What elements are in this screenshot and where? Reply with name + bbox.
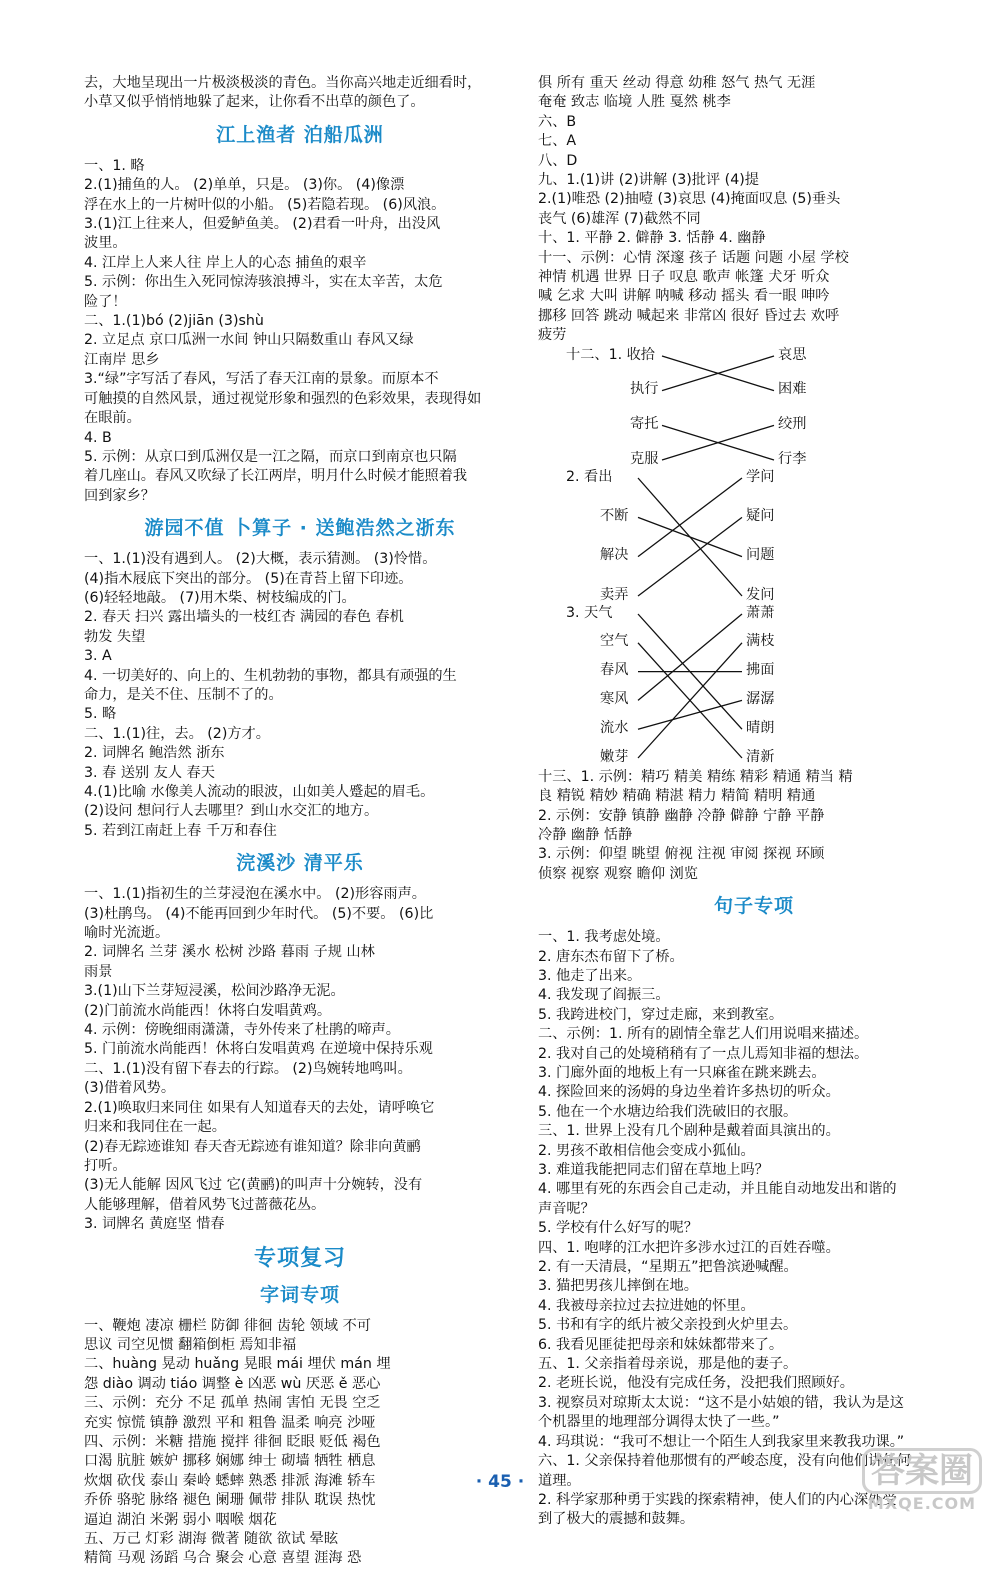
match-left-item: 解决: [600, 547, 629, 564]
match-connector: [638, 614, 742, 700]
match-right-item: 拂面: [746, 662, 775, 679]
answer-line: 口渴 肮脏 嫉妒 挪移 娴娜 绅士 砌墙 牺牲 栖息: [84, 1453, 376, 1470]
matching-lines: [538, 470, 970, 604]
answer-line: 炊烟 砍伐 泰山 秦岭 蟋蟀 熟悉 排派 海滩 轿车: [84, 1472, 376, 1489]
matching-lines: [538, 348, 970, 468]
match-left-item: 十二、1. 收拾: [566, 346, 655, 363]
section-heading: 游园不值 卜算子 · 送鲍浩然之浙东: [144, 517, 456, 540]
answer-line: 三、1. 世界上没有几个剧种是戴着面具演出的。: [538, 1123, 840, 1140]
section-heading: 句子专项: [713, 895, 794, 918]
answer-line: 5. 他在一个水塘边给我们洗破旧的衣服。: [538, 1103, 798, 1120]
match-left-item: 不断: [600, 508, 629, 525]
match-left-item: 空气: [600, 633, 629, 650]
answer-line: 波里。: [84, 235, 127, 252]
answer-line: 2. 男孩不敢相信他会变成小狐仙。: [538, 1142, 755, 1159]
watermark-url: MXQE.COM: [867, 1494, 977, 1513]
answer-line: 4. 我发现了阎振三。: [538, 987, 670, 1004]
answer-line: 3.“绿”字写活了春风，写活了春天江南的景象。而原本不: [84, 371, 439, 388]
answer-line: 5. 示例：你出生入死同惊涛骇浪搏斗，实在太辛苦，太危: [84, 274, 443, 291]
answer-line: 怨 diào 调动 tiáo 调整 è 凶恶 wù 厌恶 ě 恶心: [84, 1375, 381, 1392]
answer-line: 到了极大的震撼和鼓舞。: [538, 1511, 695, 1528]
match-right-item: 满枝: [746, 633, 775, 650]
answer-line: 4. 探险回来的汤姆的身边坐着许多热切的听众。: [538, 1084, 840, 1101]
answer-line: 4. B: [84, 429, 112, 446]
match-right-item: 哀思: [778, 346, 807, 363]
match-left-item: 寄托: [630, 416, 659, 433]
answer-line: 2. 春天 扫兴 露出墙头的一枝红杏 满园的春色 春机: [84, 609, 404, 626]
answer-line: 去，大地呈现出一片极淡极淡的青色。当你高兴地走近细看时，: [84, 75, 482, 91]
answer-line: 4. 一切美好的、向上的、生机勃勃的事物，都具有顽强的生: [84, 667, 457, 684]
answer-line: 七、A: [538, 133, 577, 150]
answer-line: 奄奄 致志 临境 人胜 戛然 桃李: [538, 94, 731, 111]
watermark-mark: 答案圈: [862, 1448, 982, 1494]
answer-line: 雨景: [84, 963, 113, 980]
answer-line: 3. 视察员对琼斯太太说：“这不是小姑娘的错，我认为是这: [538, 1394, 904, 1411]
answer-line: 一、1.(1)指初生的兰芽浸泡在溪水中。 (2)形容雨声。: [84, 886, 426, 903]
answer-line: 5. 若到江南赶上春 千万和春住: [84, 822, 277, 839]
answer-line: 4. 玛琪说：“我可不想让一个陌生人到我家里来教我功课。”: [538, 1433, 905, 1450]
answer-line: 神情 机遇 世界 日子 叹息 歌声 帐篷 犬牙 听众: [538, 269, 830, 286]
answer-line: 个机器里的地理部分调得太快了一些。”: [538, 1414, 780, 1431]
answer-line: 二、1.(1)往，去。 (2)方才。: [84, 725, 270, 742]
match-connector: [638, 517, 742, 596]
answer-line: (3)借着风势。: [84, 1080, 176, 1097]
answer-line: 4. 哪里有死的东西会自己走动，并且能自动地发出和谐的: [538, 1181, 897, 1198]
answer-line: 六、1. 父亲保持着他那惯有的严峻态度，没有向他们讲任何: [538, 1453, 911, 1470]
answer-line: 3. 春 送别 友人 春天: [84, 764, 215, 781]
answer-line: 打听。: [84, 1157, 127, 1174]
match-left-item: 3. 天气: [566, 604, 613, 621]
answer-line: 3.(1)山下兰芽短浸溪，松间沙路净无泥。: [84, 983, 345, 1000]
answer-line: 2. 我对自己的处境稍稍有了一点儿焉知非福的想法。: [538, 1045, 869, 1062]
answer-line: (6)轻轻地敲。 (7)用木柴、树枝编成的门。: [84, 589, 356, 606]
match-connector: [638, 478, 742, 557]
answer-line: 4. 示例：傍晚细雨潇潇，寺外传来了杜鹃的啼声。: [84, 1022, 400, 1039]
answer-line: 命力，是关不住、压制不了的。: [84, 686, 283, 703]
matching-exercise: [538, 348, 970, 468]
answer-line: 3. 示例：仰望 眺望 俯视 注视 审阅 探视 环顾: [538, 846, 825, 863]
answer-line: 丧气 (6)雄浑 (7)截然不同: [538, 210, 701, 227]
match-left-item: 克服: [630, 450, 659, 467]
answer-line: 3. 他走了出来。: [538, 967, 642, 984]
answer-line: 2. 示例：安静 镇静 幽静 冷静 僻静 宁静 平静: [538, 807, 825, 824]
answer-line: 江南岸 思乡: [84, 351, 160, 368]
answer-line: 5. 门前流水尚能西！休将白发唱黄鸡 在逆境中保持乐观: [84, 1041, 433, 1058]
answer-line: 3. A: [84, 648, 112, 665]
answer-line: (3)杜鹃鸟。 (4)不能再回到少年时代。 (5)不要。 (6)比: [84, 905, 434, 922]
match-right-item: 困难: [778, 381, 807, 398]
match-connector: [638, 700, 742, 729]
answer-line: 四、1. 咆哮的江水把许多涉水过江的百姓吞噬。: [538, 1239, 840, 1256]
answer-line: 十一、示例：心情 深邃 孩子 话题 问题 小屋 学校: [538, 249, 849, 266]
match-left-item: 春风: [600, 662, 629, 679]
answer-line: 良 精锐 精妙 精确 精湛 精力 精简 精明 精通: [538, 788, 816, 805]
answer-line: 4. 江岸上人来人往 岸上人的心态 捕鱼的艰辛: [84, 254, 367, 271]
answer-line: 二、huàng 晃动 huǎng 晃眼 mái 埋伏 mán 埋: [84, 1356, 391, 1373]
answer-line: 5. 学校有什么好写的呢？: [538, 1220, 698, 1237]
match-right-item: 问题: [746, 547, 775, 564]
match-right-item: 行李: [778, 450, 807, 467]
answer-line: 5. 我跨进校门，穿过走廊，来到教室。: [538, 1006, 784, 1023]
answer-line: 逼迫 湖泊 米粥 弱小 咽喉 烟花: [84, 1511, 277, 1528]
match-right-item: 潺潺: [746, 691, 775, 708]
answer-line: 2. 有一天清晨，“星期五”把鲁滨逊喊醒。: [538, 1259, 798, 1276]
matching-exercise: [538, 606, 970, 766]
answer-line: 挪移 回答 跳动 喊起来 非常凶 很好 昏过去 欢呼: [538, 307, 840, 324]
answer-line: 一、1.(1)没有遇到人。 (2)大概，表示猜测。 (3)怜惜。: [84, 551, 437, 568]
answer-line: 2.(1)唤取归来同住 如果有人知道春天的去处，请呼唤它: [84, 1099, 435, 1116]
answer-line: 五、万己 灯彩 湖海 微著 随欲 欲试 晕眩: [84, 1531, 339, 1547]
answer-line: 3.(1)江上往来人，但爱鲈鱼美。 (2)君看一叶舟，出没风: [84, 216, 441, 233]
answer-line: 2. 立足点 京口瓜洲一水间 钟山只隔数重山 春风又绿: [84, 332, 414, 349]
match-right-item: 清新: [746, 748, 775, 765]
answer-line: (2)设问 想问行人去哪里？到山水交汇的地方。: [84, 803, 379, 820]
match-right-item: 绞刑: [778, 416, 807, 433]
answer-line: 2. 词牌名 兰芽 溪水 松树 沙路 暮雨 子规 山林: [84, 944, 375, 961]
match-left-item: 2. 看出: [566, 468, 613, 485]
answer-line: (2)门前流水尚能西！休将白发唱黄鸡。: [84, 1002, 332, 1019]
answer-line: 四、示例：米糖 措施 搅拌 徘徊 眨眼 贬低 褐色: [84, 1433, 381, 1450]
answer-line: 二、1.(1)bó (2)jiān (3)shù: [84, 313, 264, 330]
answer-line: 喻时光流逝。: [84, 925, 170, 942]
answer-line: 侦察 视察 观察 瞻仰 浏览: [538, 865, 698, 882]
answer-line: 十、1. 平静 2. 僻静 3. 恬静 4. 幽静: [538, 230, 766, 247]
answer-line: 疲劳: [538, 327, 567, 344]
answer-line: 浮在水上的一片树叶似的小船。 (5)若隐若现。 (6)风浪。: [84, 196, 446, 213]
answer-line: (2)春无踪迹谁知 春天杳无踪迹有谁知道？除非向黄鹂: [84, 1138, 421, 1155]
match-left-item: 流水: [600, 719, 629, 736]
answer-line: 2. 词牌名 鲍浩然 浙东: [84, 745, 225, 762]
left-column: [84, 74, 516, 1569]
matching-lines: [538, 606, 970, 766]
answer-line: 3. 门廊外面的地板上有一只麻雀在跳来跳去。: [538, 1064, 826, 1081]
answer-line: 一、1. 我考虑处境。: [538, 929, 670, 946]
match-left-item: 嫩芽: [600, 748, 629, 765]
answer-line: 思议 司空见惯 翻箱倒柜 焉知非福: [84, 1336, 297, 1353]
section-heading: 专项复习: [253, 1245, 346, 1271]
answer-line: 二、1.(1)没有留下春去的行踪。 (2)鸟婉转地鸣叫。: [84, 1060, 412, 1077]
match-right-item: 学问: [746, 468, 775, 485]
answer-line: (4)指木屐底下突出的部分。 (5)在青苔上留下印迹。: [84, 570, 413, 587]
answer-line: 人能够理解，借着风势飞过蔷薇花丛。: [84, 1196, 326, 1213]
answer-line: 喊 乞求 大叫 讲解 呐喊 移动 摇头 看一眼 呻吟: [538, 288, 830, 305]
answer-line: 充实 惊慌 镇静 激烈 平和 粗鲁 温柔 响亮 沙哑: [84, 1414, 376, 1431]
answer-line: 险了！: [84, 293, 127, 310]
answer-line: (3)无人能解 因风飞过 它(黄鹂)的叫声十分婉转，没有: [84, 1177, 423, 1194]
answer-line: 2. 唐东杰布留下了桥。: [538, 948, 684, 965]
section-heading: 字词专项: [259, 1283, 340, 1306]
answer-line: 小草又似乎悄悄地躲了起来，让你看不出草的颜色了。: [84, 94, 425, 111]
match-right-item: 疑问: [746, 508, 775, 525]
section-heading: 江上渔者 泊船瓜洲: [216, 123, 384, 146]
answer-line: 6. 我看见匪徒把母亲和妹妹都带来了。: [538, 1336, 784, 1353]
answer-line: 3. 猫把男孩儿摔倒在地。: [538, 1278, 698, 1295]
answer-line: 一、鞭炮 凄凉 栅栏 防御 徘徊 齿轮 领域 不可: [84, 1317, 371, 1334]
match-left-item: 执行: [630, 381, 659, 398]
answer-line: 2. 科学家那种勇于实践的探索精神，使人们的内心深处受: [538, 1491, 897, 1508]
answer-line: 三、示例：充分 不足 孤单 热闹 害怕 无畏 空乏: [84, 1395, 381, 1412]
matching-exercise: [538, 470, 970, 604]
answer-line: 3. 难道我能把同志们留在草地上吗？: [538, 1162, 769, 1178]
answer-line: 乔侨 骆驼 脉络 褪色 阑珊 佩带 排队 耽误 热忱: [84, 1492, 376, 1509]
match-right-item: 萧萧: [746, 604, 775, 621]
answer-line: 回到家乡？: [84, 487, 155, 504]
answer-line: 2.(1)捕鱼的人。 (2)单单，只是。 (3)你。 (4)像漂: [84, 177, 405, 194]
answer-line: 归来和我同住在一起。: [84, 1119, 226, 1136]
answer-line: 九、1.(1)讲 (2)讲解 (3)批评 (4)提: [538, 172, 759, 189]
match-connector: [638, 517, 742, 556]
answer-line: 八、D: [538, 152, 578, 169]
answer-line: 在眼前。: [84, 410, 141, 427]
answer-line: 道理。: [538, 1472, 581, 1489]
answer-line: 4. 我被母亲拉过去拉进她的怀里。: [538, 1297, 755, 1314]
page-number: · 45 ·: [475, 1472, 525, 1492]
watermark-logo: [862, 1448, 982, 1513]
answer-line: 声音呢？: [538, 1200, 595, 1217]
answer-line: 4.(1)比喻 水像美人流动的眼波，山如美人蹙起的眉毛。: [84, 784, 435, 800]
answer-line: 一、1. 略: [84, 157, 145, 174]
match-right-item: 发问: [746, 586, 775, 603]
answer-line: 可触摸的自然风景，通过视觉形象和强烈的色彩效果，表现得如: [84, 390, 482, 407]
answer-line: 六、B: [538, 113, 577, 130]
answer-line: 俱 所有 重天 丝动 得意 幼稚 怒气 热气 无涯: [538, 75, 816, 91]
answer-line: 5. 书和有字的纸片被父亲投到火炉里去。: [538, 1317, 798, 1334]
match-left-item: 卖弄: [600, 586, 629, 603]
answer-line: 五、1. 父亲指着母亲说，那是他的妻子。: [538, 1356, 798, 1373]
answer-line: 着几座山。春风又吹绿了长江两岸，明月什么时候才能照着我: [84, 468, 468, 485]
answer-line: 3. 词牌名 黄庭坚 惜春: [84, 1216, 225, 1233]
answer-line: 5. 示例：从京口到瓜洲仅是一江之隔，而京口到南京也只隔: [84, 448, 457, 465]
answer-line: 5. 略: [84, 706, 117, 723]
match-right-item: 晴朗: [746, 719, 775, 736]
answer-line: 勃发 失望: [84, 628, 146, 645]
answer-line: 精简 马观 汤蹈 乌合 聚会 心意 喜望 涯海 恐: [84, 1550, 362, 1567]
answer-line: 冷静 幽静 恬静: [538, 826, 633, 843]
answer-line: 十三、1. 示例：精巧 精美 精练 精彩 精通 精当 精: [538, 768, 853, 785]
right-column: [538, 74, 970, 1530]
answer-line: 二、示例：1. 所有的剧情全靠艺人们用说唱来描述。: [538, 1026, 869, 1043]
answer-line: 2.(1)唯恐 (2)抽噎 (3)哀思 (4)掩面叹息 (5)垂头: [538, 191, 841, 208]
match-left-item: 寒风: [600, 691, 629, 708]
section-heading: 浣溪沙 清平乐: [236, 852, 364, 875]
answer-line: 2. 老班长说，他没有完成任务，没把我们照顾好。: [538, 1375, 854, 1392]
